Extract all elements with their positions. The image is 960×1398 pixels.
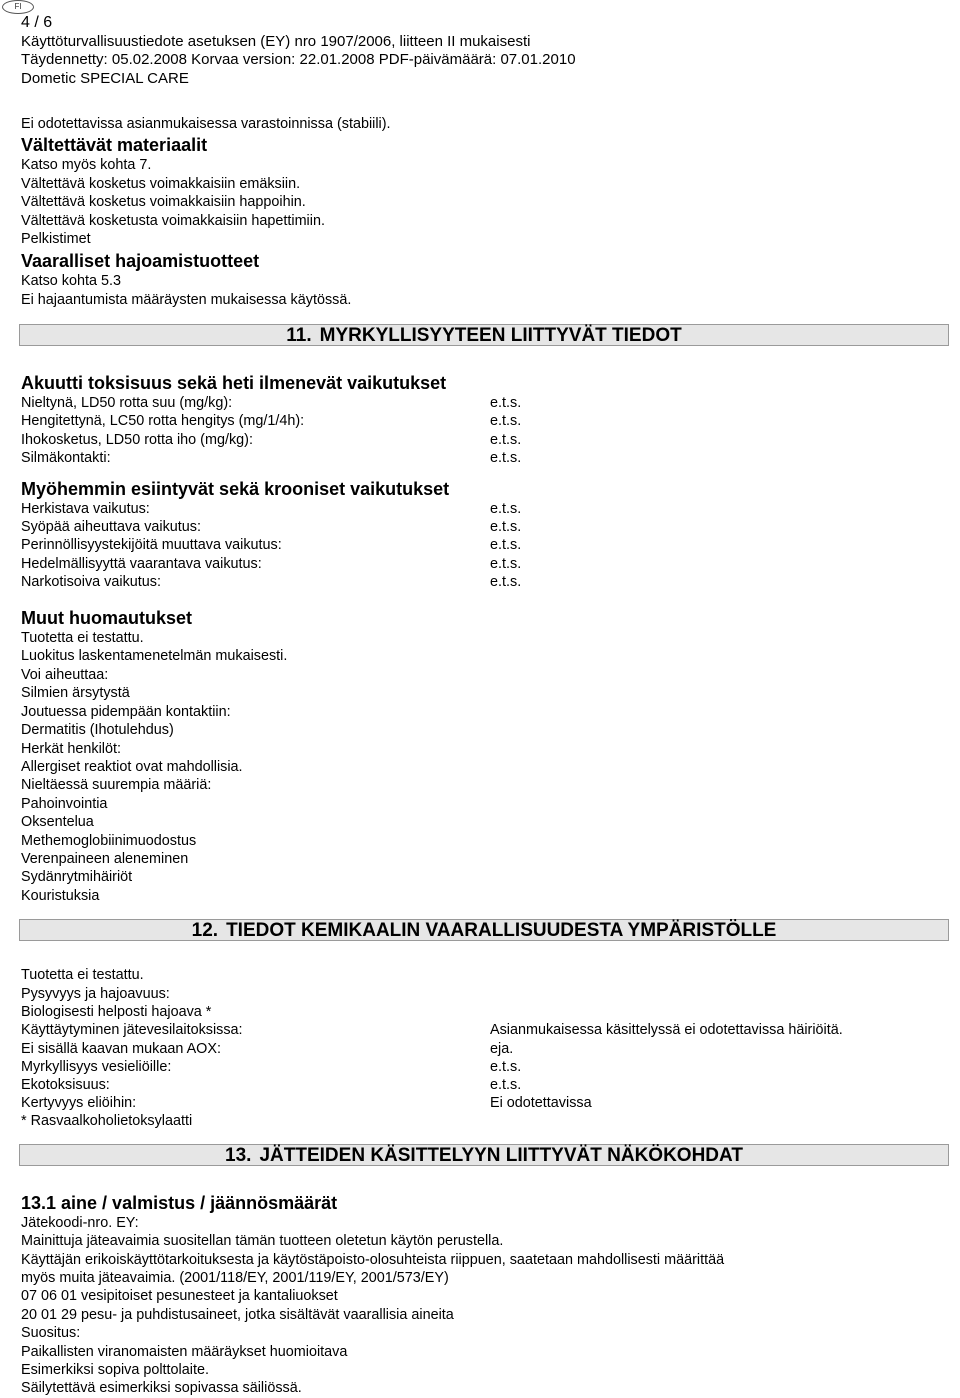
property-value: e.t.s. (490, 1077, 522, 1093)
property-row (21, 449, 941, 467)
property-label: Ihokosketus, LD50 rotta iho (mg/kg): (21, 431, 253, 448)
text-line: Katso myös kohta 7. (21, 157, 152, 174)
property-row (21, 1021, 941, 1039)
regulation-line: Käyttöturvallisuustiedote asetuksen (EY) nro 1907/2006, liitteen II mukaisesti (21, 32, 531, 50)
text-line: Käyttäjän erikoiskäyttötarkoituksesta ja käytöstäpoisto-olosuhteista riippuen, saatetaan mahdollisesti määrittää (21, 1251, 725, 1268)
decomposition-list (21, 272, 941, 309)
property-row (21, 394, 941, 412)
section-12-header (19, 919, 949, 941)
text-line: Silmien ärsytystä (21, 685, 130, 702)
property-value: Ei odotettavissa (490, 1095, 592, 1112)
product-name: Dometic SPECIAL CARE (21, 69, 189, 87)
property-row (21, 536, 941, 554)
property-value: e.t.s. (490, 431, 522, 448)
property-label: Ekotoksisuus: (21, 1077, 110, 1093)
text-line: Luokitus laskentamenetelmän mukaisesti. (21, 648, 288, 665)
property-label: Narkotisoiva vaikutus: (21, 573, 161, 590)
text-line: Allergiset reaktiot ovat mahdollisia. (21, 758, 243, 775)
text-line: 07 06 01 vesipitoiset pesunesteet ja kantaliuokset (21, 1288, 338, 1305)
chronic-table (21, 500, 941, 591)
property-value: e.t.s. (490, 555, 522, 572)
section-11-title: MYRKYLLISYYTEEN LIITTYVÄT TIEDOT (319, 325, 682, 347)
text-line: Suositus: (21, 1325, 81, 1342)
text-line: Joutuessa pidempään kontaktiin: (21, 703, 231, 720)
text-line: Jätekoodi-nro. EY: (21, 1214, 139, 1231)
text-line: Tuotetta ei testattu. (21, 630, 144, 647)
section-13-title: JÄTTEIDEN KÄSITTELYYN LIITTYVÄT NÄKÖKOHDAT (259, 1144, 743, 1166)
other-notes-list (21, 629, 941, 905)
decomposition-title: Vaaralliset hajoamistuotteet (21, 251, 260, 272)
text-line: Dermatitis (Ihotulehdus) (21, 722, 174, 739)
waste-subtitle: 13.1 aine / valmistus / jäännösmäärät (21, 1192, 338, 1213)
property-row (21, 518, 941, 536)
text-line: Tuotetta ei testattu. (21, 967, 144, 984)
page-number: 4 / 6 (21, 14, 53, 31)
text-line: Oksentelua (21, 814, 94, 831)
materials-list (21, 156, 941, 248)
property-label: Hedelmällisyyttä vaarantava vaikutus: (21, 555, 262, 572)
text-line: Pahoinvointia (21, 795, 108, 812)
property-value: e.t.s. (490, 519, 522, 536)
property-value: e.t.s. (490, 395, 522, 412)
section-12-number: 12. (191, 920, 219, 942)
text-line: Ei hajaantumista määräysten mukaisessa käytössä. (21, 291, 352, 308)
text-line: Herkät henkilöt: (21, 740, 121, 757)
text-line: Säilytettävä esimerkiksi sopivassa säiliössä. (21, 1380, 302, 1397)
text-line: Mainittuja jäteavaimia suositellan tämän tuotteen oletetun käytön perustella. (21, 1233, 504, 1250)
ecology-footnote: * Rasvaalkoholietoksylaatti (21, 1113, 193, 1130)
text-line: Vältettävä kosketus voimakkaisiin emäksiin. (21, 175, 301, 192)
text-line: Vältettävä kosketusta voimakkaisiin hapettimiin. (21, 212, 325, 229)
section-12-title: TIEDOT KEMIKAALIN VAARALLISUUDESTA YMPÄRISTÖLLE (226, 920, 777, 942)
property-value: e.t.s. (490, 537, 522, 554)
section-13-number: 13. (225, 1144, 252, 1166)
property-label: Silmäkontakti: (21, 449, 111, 466)
property-row (21, 555, 941, 573)
text-line: Paikallisten viranomaisten määräykset huomioitava (21, 1343, 348, 1360)
property-label: Hengitettynä, LC50 rotta hengitys (mg/1/4h): (21, 413, 305, 430)
property-value: e.t.s. (490, 573, 522, 590)
property-row (21, 1058, 941, 1076)
property-label: Myrkyllisyys vesieliöille: (21, 1058, 172, 1075)
document-header (21, 14, 941, 88)
property-label: Syöpää aiheuttava vaikutus: (21, 519, 202, 536)
property-value: e.t.s. (490, 413, 522, 430)
stability-intro: Ei odotettavissa asianmukaisessa varastoinnissa (stabiili). (21, 116, 391, 132)
acute-table (21, 394, 941, 467)
property-row (21, 412, 941, 430)
dates-line: Täydennetty: 05.02.2008 Korvaa version: 22.01.2008 PDF-päivämäärä: 07.01.2010 (21, 51, 576, 68)
property-row (21, 500, 941, 518)
text-line: Methemoglobiinimuodostus (21, 832, 197, 849)
text-line: Sydänrytmihäiriöt (21, 869, 133, 886)
property-value: Asianmukaisessa käsittelyssä ei odotettavissa häiriöitä. (490, 1022, 843, 1039)
property-value: e.t.s. (490, 1058, 522, 1075)
section-11-header (19, 324, 949, 346)
text-line: Vältettävä kosketus voimakkaisiin happoihin. (21, 194, 306, 211)
property-row (21, 1040, 941, 1058)
property-label: Perinnöllisyystekijöitä muuttava vaikutus: (21, 537, 282, 554)
property-label: Herkistava vaikutus: (21, 501, 150, 518)
acute-title: Akuutti toksisuus sekä heti ilmenevät vaikutukset (21, 373, 447, 394)
property-label: Kertyvyys eliöihin: (21, 1095, 137, 1112)
property-label: Nieltynä, LD50 rotta suu (mg/kg): (21, 395, 233, 412)
text-line: Katso kohta 5.3 (21, 273, 122, 290)
property-row (21, 1076, 941, 1094)
text-line: Pysyvyys ja hajoavuus: (21, 985, 170, 1002)
stability-section (21, 115, 941, 309)
document-page (21, 14, 941, 1398)
other-notes-title: Muut huomautukset (21, 608, 192, 629)
ecology-table (21, 1021, 941, 1112)
text-line: 20 01 29 pesu- ja puhdistusaineet, jotka sisältävät vaarallisia aineita (21, 1306, 454, 1323)
text-line: Kouristuksia (21, 887, 100, 904)
text-line: Biologisesti helposti hajoava * (21, 1003, 212, 1020)
property-row (21, 431, 941, 449)
property-value: e.t.s. (490, 449, 522, 466)
property-value: eja. (490, 1040, 514, 1057)
chronic-title: Myöhemmin esiintyvät sekä krooniset vaikutukset (21, 479, 450, 500)
text-line: Voi aiheuttaa: (21, 666, 109, 683)
text-line: Pelkistimet (21, 231, 91, 248)
property-row (21, 1094, 941, 1112)
waste-list (21, 1214, 941, 1398)
property-value: e.t.s. (490, 501, 522, 518)
section-13-header (19, 1144, 949, 1166)
materials-title: Vältettävät materiaalit (21, 135, 208, 156)
text-line: myös muita jäteavaimia. (2001/118/EY, 2001/119/EY, 2001/573/EY) (21, 1270, 449, 1287)
property-label: Käyttäytyminen jätevesilaitoksissa: (21, 1022, 243, 1039)
ecology-intro-list (21, 966, 941, 1021)
text-line: Esimerkiksi sopiva polttolaite. (21, 1362, 209, 1379)
section-11-number: 11. (286, 325, 312, 347)
property-label: Ei sisällä kaavan mukaan AOX: (21, 1040, 221, 1057)
text-line: Nieltäessä suurempia määriä: (21, 777, 212, 794)
text-line: Verenpaineen aleneminen (21, 850, 189, 867)
property-row (21, 573, 941, 591)
country-badge: FI (2, 0, 34, 14)
